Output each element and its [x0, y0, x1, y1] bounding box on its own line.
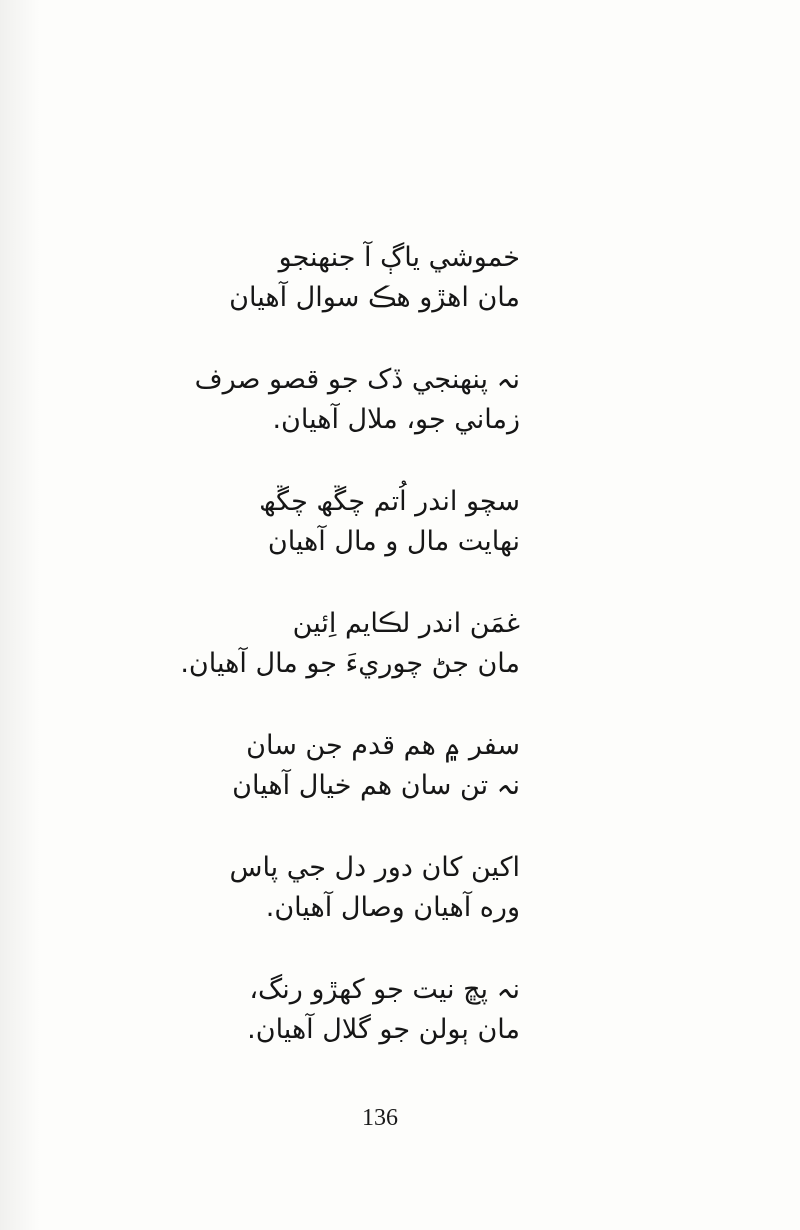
poem [120, 238, 520, 1092]
poem-line: مان جڻ چوريءَ جو مال آهيان. [180, 648, 520, 679]
stanza [120, 482, 520, 562]
poem-line: مان اهڙو هڪ سوال آهيان [229, 282, 520, 313]
stanza [120, 604, 520, 684]
stanza [120, 360, 520, 440]
poem-line: سفر ۾ هم قدم جن سان [246, 730, 520, 761]
poem-line: نہ تن سان هم خيال آهيان [232, 770, 520, 801]
poem-line: اکين کان دور دل جي پاس [229, 852, 520, 883]
poem-line: نہ پنهنجي ڏک جو قصو صرف [194, 364, 520, 395]
stanza [120, 726, 520, 806]
stanza [120, 848, 520, 928]
poem-line: سچو اندر اُتم چڱھ چڱھ [259, 486, 520, 517]
page-number: 136 [362, 1105, 398, 1131]
poem-line: وره آهيان وصال آهيان. [265, 892, 520, 923]
poem-line: نهايت مال و مال آهيان [267, 526, 520, 557]
stanza [120, 970, 520, 1050]
poem-line: خموشي ياڳ آ جنهنجو [278, 242, 520, 273]
poem-line: غمَن اندر لڪايم اِئين [292, 608, 520, 639]
stanza [120, 238, 520, 318]
poem-line: زماني جو، ملال آهيان. [272, 404, 520, 435]
poem-line: مان ٻولن جو گلال آهيان. [247, 1014, 520, 1045]
poem-line: نہ پڇ نيت جو کهڙو رنگ، [249, 974, 520, 1005]
